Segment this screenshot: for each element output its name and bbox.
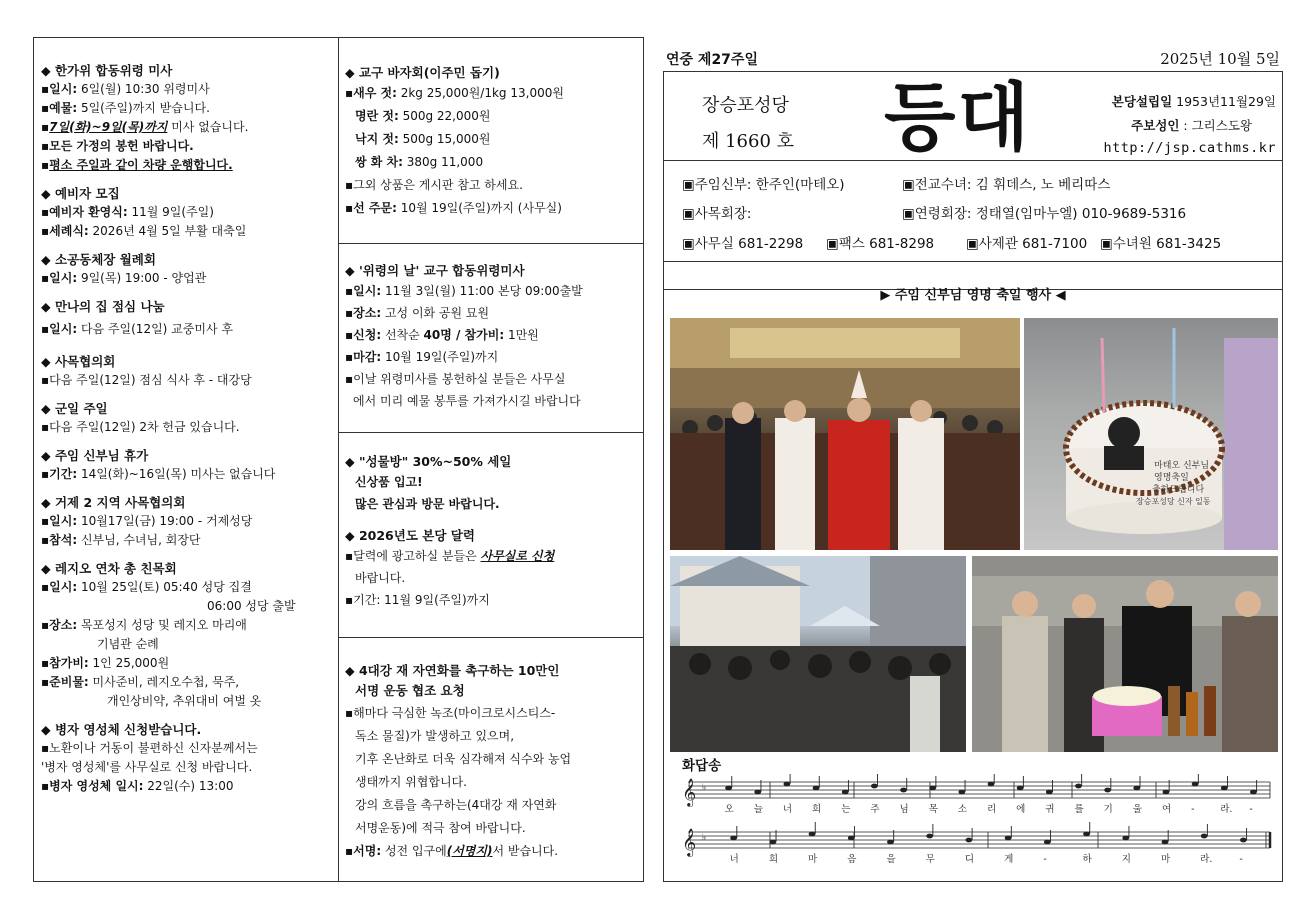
announcements-column-2 bbox=[339, 38, 643, 881]
lyric-syllable: - bbox=[1249, 804, 1253, 815]
website-link[interactable]: http://jsp.cathms.kr bbox=[1103, 140, 1276, 156]
svg-text:♭: ♭ bbox=[702, 783, 707, 793]
section-river-petition: ◆ 4대강 재 자연화를 촉구하는 10만인 서명 운동 협조 요청 ▪해마다 극심한 녹조(마이크로시스티스- 독소 물질)가 발생하고 있으며, 기후 온난화로 더욱 심각해져 식수와 농업 생태까지 위협합니다. 강의 흐름을 촉구하는(4대강 재 자연화 서명운동)에 적극 참여 바랍니다. ▪서명: 성전 입구에(서명지)서 받습니다. bbox=[345, 663, 572, 858]
section-title: ◆ 한가위 합동위령 미사 bbox=[41, 63, 173, 78]
lyric-syllable: 를 bbox=[1074, 804, 1084, 815]
lyric-syllable: 오 bbox=[724, 804, 734, 815]
lyric-syllable: 마 bbox=[808, 854, 818, 865]
section-bazaar: ◆ 교구 바자회(이주민 돕기) ▪새우 젓: 2kg 25,000원/1kg 13,000원 명란 젓: 500g 22,000원 낙지 젓: 500g 15,000원 쌍 화 차: 380g 11,000 ▪그외 상품은 게시판 참고 하세요. ▪선 주문: 10월 19일(주일)까지 (사무실) bbox=[339, 38, 643, 244]
music-note bbox=[730, 836, 737, 841]
section-geoje-council: ◆ 거제 2 지역 사목협의회 ▪일시: 10월17일(금) 19:00 - 거제성당 ▪참석: 신부님, 수녀님, 회장단 bbox=[41, 495, 253, 547]
lyric-syllable: 라. bbox=[1200, 854, 1213, 865]
music-note bbox=[929, 786, 936, 791]
cake-text: 마태오 신부님 bbox=[1154, 461, 1210, 471]
lyric-syllable: 라. bbox=[1220, 804, 1233, 815]
church-interior-photo bbox=[670, 318, 1020, 550]
announcements-page bbox=[33, 37, 644, 882]
lyric-syllable: 기 bbox=[1103, 804, 1113, 815]
lyric-syllable: - bbox=[1043, 854, 1047, 865]
parish-name: 장승포성당 bbox=[702, 95, 789, 116]
svg-text:축하드립니다: 축하드립니다 bbox=[1152, 485, 1205, 495]
lyric-syllable: 마 bbox=[1160, 854, 1171, 865]
lyric-syllable: 을 bbox=[886, 854, 896, 865]
lyric-syllable: 늘 bbox=[753, 804, 763, 815]
rectory-phone: ▣사제관 681-7100 bbox=[966, 236, 1088, 252]
music-note bbox=[1044, 840, 1051, 845]
section-lunch-sharing: ◆ 만나의 집 점심 나눔 ▪일시: 다음 주일(12일) 교중미사 후 bbox=[41, 299, 233, 336]
music-note bbox=[1046, 790, 1053, 795]
lyric-syllable: 희 bbox=[812, 804, 822, 815]
music-note bbox=[1192, 782, 1199, 787]
lyric-syllable: - bbox=[1239, 854, 1243, 865]
lyric-syllable: 너 bbox=[729, 854, 739, 865]
lyric-syllable: 음 bbox=[847, 854, 857, 865]
lyric-syllable: 게 bbox=[1004, 854, 1014, 865]
convent-phone: ▣수녀원 681-3425 bbox=[1100, 236, 1222, 252]
lyric-syllable: 에 bbox=[1016, 804, 1026, 815]
lyric-syllable: 지 bbox=[1121, 854, 1131, 865]
music-note bbox=[1240, 838, 1247, 843]
music-note bbox=[813, 786, 820, 791]
lyric-syllable: - bbox=[1191, 804, 1195, 815]
music-note bbox=[1221, 786, 1228, 791]
music-note bbox=[988, 782, 995, 787]
lyric-syllable: 귀 bbox=[1045, 804, 1055, 815]
section-legio-gathering: ◆ 레지오 연차 총 친목회 ▪일시: 10월 25일(토) 05:40 성당 집결 06:00 성당 출발 ▪장소: 목포성지 성당 및 레지오 마리애 기념관 순례 ▪참가비: 1인 25,000원 ▪준비물: 미사준비, 레지오수첩, 묵주, 개인상비약, 추위대비 여벌 옷 bbox=[41, 561, 296, 708]
bulletin-logo: 등대 bbox=[884, 75, 1031, 161]
founding-date: 본당설립일 1953년11월29일 bbox=[1111, 94, 1276, 109]
music-note bbox=[1201, 834, 1208, 839]
music-note bbox=[926, 834, 933, 839]
lyric-syllable: 주 bbox=[870, 804, 880, 815]
lyric-syllable: 하 bbox=[1082, 854, 1092, 865]
svg-text:𝄞: 𝄞 bbox=[682, 828, 697, 856]
patron-saint: 주보성인 : 그리스도왕 bbox=[1131, 118, 1252, 133]
music-note bbox=[1163, 790, 1170, 795]
music-note bbox=[725, 786, 732, 791]
office-phone: ▣사무실 681-2298 bbox=[682, 236, 804, 252]
issue-number: 제 1660 호 bbox=[702, 131, 795, 152]
cake-cutting-photo bbox=[972, 556, 1278, 752]
section-priest-vacation: ◆ 주임 신부님 휴가 ▪기간: 14일(화)~16일(목) 미사는 없습니다 bbox=[41, 448, 276, 481]
section-community-meeting: ◆ 소공동체장 월례회 ▪일시: 9일(목) 19:00 - 양업관 bbox=[41, 252, 207, 285]
lyric-syllable: 여 bbox=[1161, 804, 1172, 815]
lyric-syllable: 디 bbox=[964, 854, 975, 865]
council-info: ▣사목회장: bbox=[682, 206, 752, 222]
section-sick-communion: ◆ 병자 영성체 신청받습니다. ▪노환이나 거동이 불편하신 신자분께서는 '병자 영성체'를 사무실로 신청 바랍니다. ▪병자 영성체 일시: 22일(수) 13:00 bbox=[41, 722, 258, 793]
music-note bbox=[1083, 832, 1090, 837]
section-all-souls-mass: ◆ '위령의 날' 교구 합동위령미사 ▪일시: 11월 3일(월) 11:00 본당 09:00출발 ▪장소: 고성 이화 공원 묘원 ▪신청: 선착순 40명 / 참가비: 1만원 ▪마감: 10월 19일(주일)까지 ▪이날 위령미사를 봉헌하실 분들은 사무실 에서 미리 예물 봉투를 가져가시길 바랍니다 bbox=[339, 244, 643, 433]
lyric-syllable: 소 bbox=[957, 804, 968, 815]
cake-photo bbox=[1024, 318, 1278, 550]
music-note bbox=[965, 838, 972, 843]
music-note bbox=[871, 784, 878, 789]
music-note bbox=[1133, 786, 1140, 791]
header-divider bbox=[664, 160, 1282, 161]
section-shop-calendar: ◆ "성물방" 30%~50% 세일 신상품 입고! 많은 관심과 방문 바랍니다. ◆ 2026년도 본당 달력 ▪달력에 광고하실 분들은 사무실로 신청 바랍니다. ▪기간: 11월 9일(주일)까지 bbox=[339, 433, 643, 638]
section-military-sunday: ◆ 군일 주일 ▪다음 주일(12일) 2차 헌금 있습니다. bbox=[41, 401, 240, 434]
psalm-music-score bbox=[678, 774, 1278, 874]
music-note bbox=[769, 840, 776, 845]
music-note bbox=[958, 790, 965, 795]
lyric-syllable: 울 bbox=[1132, 804, 1142, 815]
music-note bbox=[783, 782, 790, 787]
svg-text:장승포성당 신자 일동: 장승포성당 신자 일동 bbox=[1136, 497, 1211, 506]
sisters-info: ▣전교수녀: 김 휘데스, 노 베리따스 bbox=[902, 177, 1111, 193]
pastor-info: ▣주임신부: 한주인(마테오) bbox=[682, 177, 845, 193]
music-note bbox=[887, 840, 894, 845]
svg-text:♭: ♭ bbox=[702, 833, 707, 843]
bulletin-date: 2025년 10월 5일 bbox=[1160, 50, 1280, 68]
music-note bbox=[1005, 836, 1012, 841]
music-note bbox=[848, 836, 855, 841]
union-info: ▣연령회장: 정태열(임마누엘) 010-9689-5316 bbox=[902, 206, 1187, 222]
svg-text:영명축일: 영명축일 bbox=[1154, 473, 1189, 483]
svg-text:𝄞: 𝄞 bbox=[682, 778, 697, 806]
lyric-syllable: 는 bbox=[841, 804, 851, 815]
psalm-title: 화답송 bbox=[682, 758, 722, 774]
liturgical-week: 연중 제27주일 bbox=[666, 52, 758, 68]
music-note bbox=[842, 790, 849, 795]
announcements-column-1 bbox=[34, 38, 339, 881]
section-catechumen: ◆ 예비자 모집 ▪예비자 환영식: 11월 9일(주일) ▪세례식: 2026년 4월 5일 부활 대축일 bbox=[41, 186, 247, 238]
music-note bbox=[1162, 840, 1169, 845]
lyric-syllable: 너 bbox=[782, 804, 793, 815]
lyric-syllable: 님 bbox=[899, 804, 909, 815]
outdoor-crowd-photo bbox=[670, 556, 966, 752]
music-note bbox=[1075, 784, 1082, 789]
bulletin-header bbox=[663, 71, 1283, 290]
lyric-syllable: 리 bbox=[987, 804, 997, 815]
section-chuseok-mass: ◆ 한가위 합동위령 미사 ▪일시: 6일(월) 10:30 위령미사 ▪예물: 5일(주일)까지 받습니다. ▪7일(화)~9일(목)까지 미사 없습니다. ▪모든 가정의 봉헌 바랍니다. ▪평소 주일과 같이 차량 운행합니다. bbox=[41, 62, 338, 175]
music-note bbox=[1250, 790, 1257, 795]
music-note bbox=[1104, 788, 1111, 793]
music-note bbox=[1017, 786, 1024, 791]
section-pastoral-council: ◆ 사목협의회 ▪다음 주일(12일) 점심 식사 후 - 대강당 bbox=[41, 354, 252, 387]
lyric-syllable: 무 bbox=[925, 854, 935, 865]
event-title: ▶ 주임 신부님 영명 축일 행사 ◀ bbox=[880, 288, 1066, 303]
lyric-syllable: 목 bbox=[928, 804, 938, 815]
music-note bbox=[809, 832, 816, 837]
cover-page bbox=[663, 37, 1283, 882]
music-note bbox=[1122, 836, 1129, 841]
lyric-syllable: 희 bbox=[768, 854, 779, 865]
photo-section bbox=[663, 261, 1283, 882]
fax-number: ▣팩스 681-8298 bbox=[826, 236, 935, 252]
music-note bbox=[900, 788, 907, 793]
music-note bbox=[754, 790, 761, 795]
